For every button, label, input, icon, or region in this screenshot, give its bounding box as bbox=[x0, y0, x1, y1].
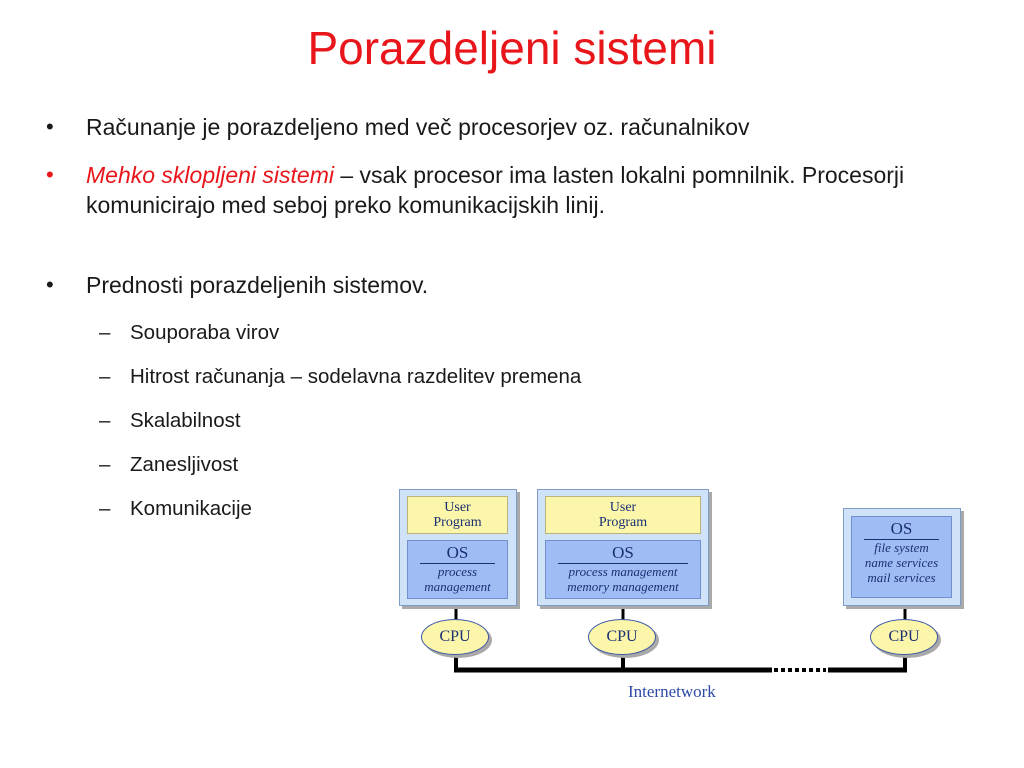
program-label: Program bbox=[433, 515, 482, 530]
dash-icon: – bbox=[99, 409, 111, 432]
os-title: OS bbox=[558, 543, 688, 564]
dash-icon: – bbox=[99, 497, 111, 520]
os-line: memory management bbox=[567, 579, 679, 594]
bullet-dot-icon: • bbox=[46, 114, 54, 139]
os-box bbox=[851, 516, 952, 598]
bullet-text: Prednosti porazdeljenih sistemov. bbox=[86, 272, 429, 298]
bullet-dot-icon: • bbox=[46, 272, 54, 297]
os-line: process management bbox=[568, 564, 678, 579]
internetwork-label: Internetwork bbox=[628, 682, 716, 701]
user-program-box bbox=[407, 496, 508, 534]
cpu-node: CPU bbox=[870, 619, 938, 655]
os-line: management bbox=[424, 579, 491, 594]
user-program-box bbox=[545, 496, 701, 534]
subbullet-text: Komunikacije bbox=[130, 497, 252, 520]
user-label: User bbox=[444, 500, 471, 515]
subbullet-text: Zanesljivost bbox=[130, 453, 239, 476]
user-label: User bbox=[609, 500, 637, 515]
bullet-dot-icon: • bbox=[46, 162, 54, 187]
os-line: file system bbox=[874, 540, 929, 555]
cpu-node: CPU bbox=[421, 619, 489, 655]
os-box bbox=[407, 540, 508, 599]
bullet-highlight: Mehko sklopljeni sistemi bbox=[86, 162, 334, 188]
subbullet-text: Hitrost računanja – sodelavna razdelitev premena bbox=[130, 365, 582, 388]
dash-icon: – bbox=[99, 453, 111, 476]
os-line: mail services bbox=[867, 570, 936, 585]
subbullet-text: Souporaba virov bbox=[130, 321, 280, 344]
subbullet-text: Skalabilnost bbox=[130, 409, 241, 432]
bullet-text: – vsak procesor ima lasten lokalni pomnilnik. Procesorji komunicirajo med seboj preko komunikacijskih linij. bbox=[86, 162, 905, 218]
page-title: Porazdeljeni sistemi bbox=[307, 22, 717, 74]
program-label: Program bbox=[598, 515, 648, 530]
os-box bbox=[545, 540, 701, 599]
cpu-node: CPU bbox=[588, 619, 656, 655]
os-title: OS bbox=[864, 519, 939, 540]
os-line: process bbox=[437, 564, 478, 579]
os-title: OS bbox=[420, 543, 495, 564]
os-line: name services bbox=[864, 555, 939, 570]
dash-icon: – bbox=[99, 365, 111, 388]
bullet-text: Računanje je porazdeljeno med več procesorjev oz. računalnikov bbox=[86, 114, 750, 140]
dash-icon: – bbox=[99, 321, 111, 344]
